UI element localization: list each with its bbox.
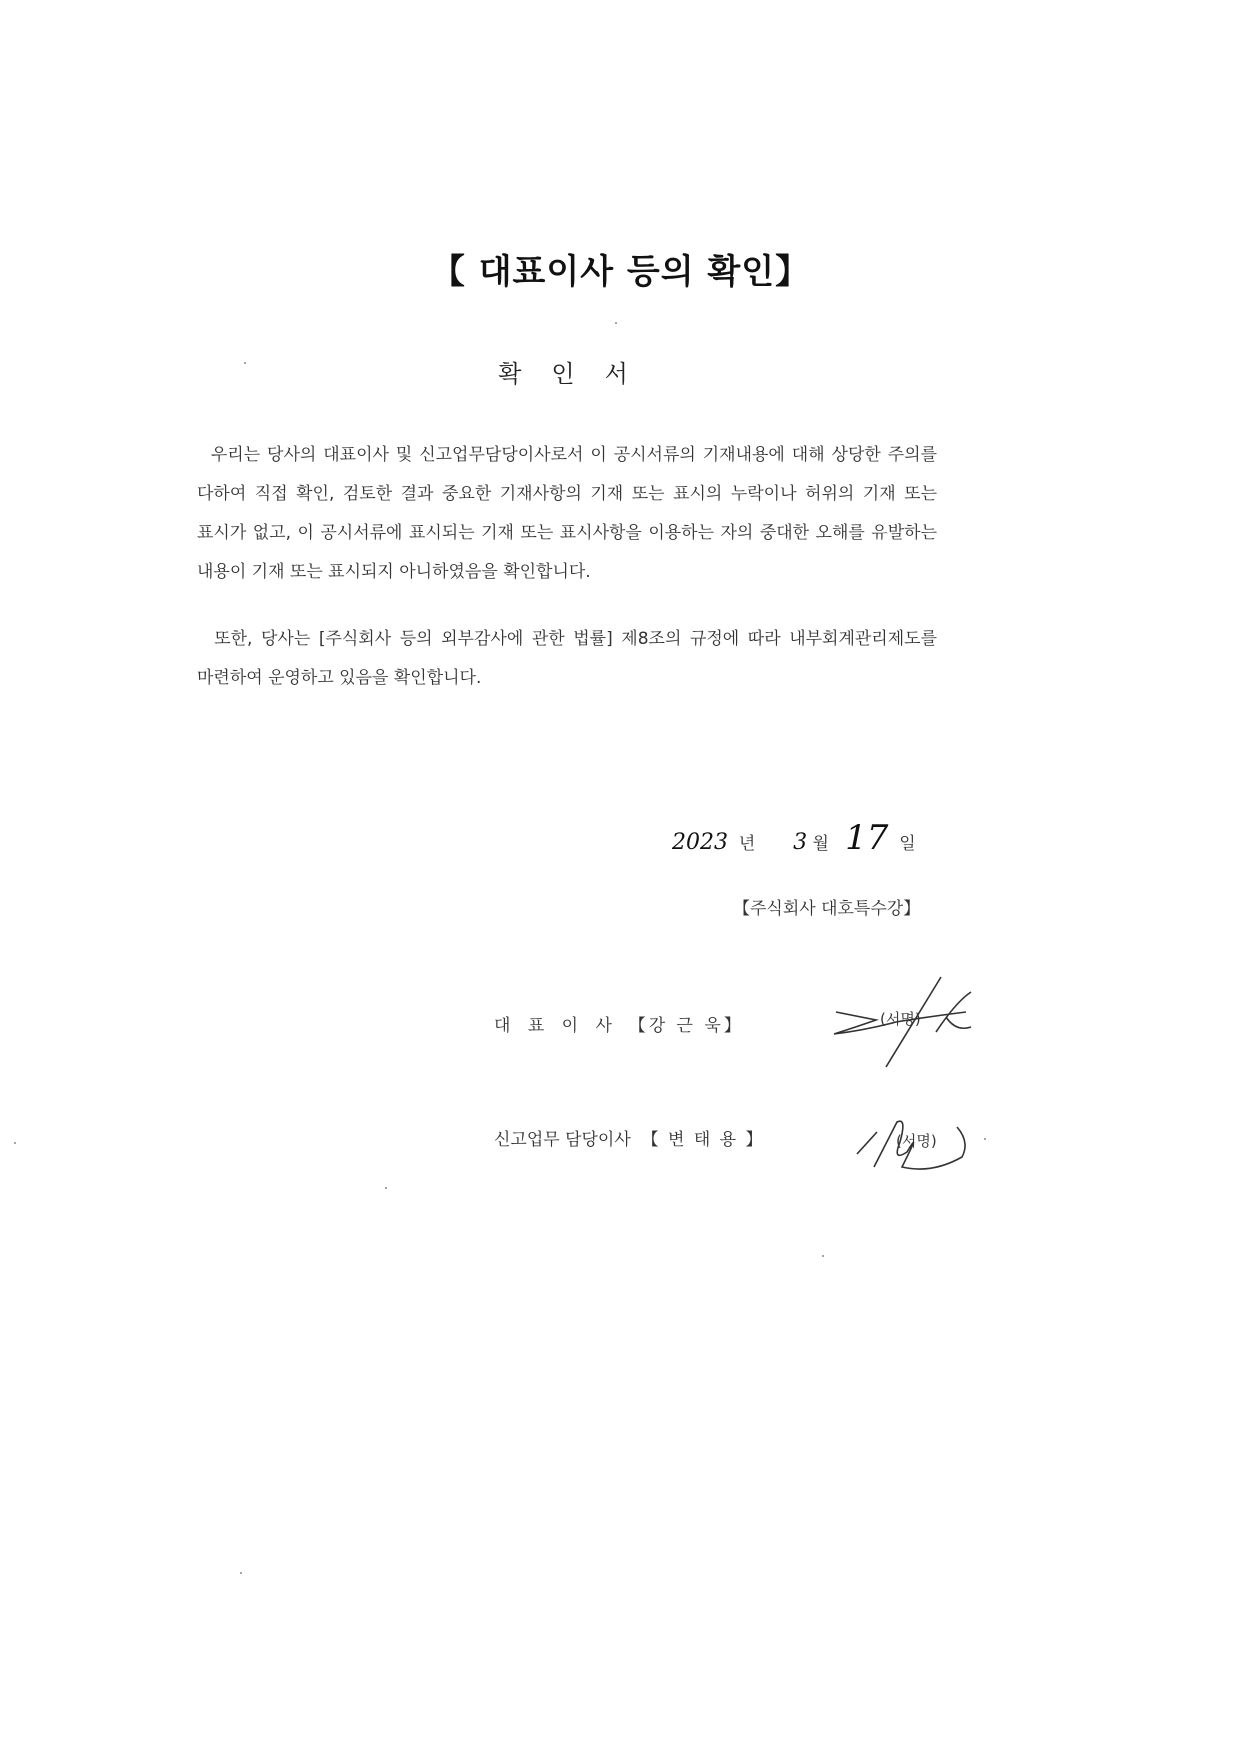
- date-year: 2023: [672, 830, 728, 855]
- paragraph-text: 또한, 당사는 [주식회사 등의 외부감사에 관한 법률] 제8조의 규정에 따라 내부회계관리제도를 마련하여 운영하고 있음을 확인합니다.: [197, 629, 937, 688]
- signature-ceo: [826, 972, 976, 1076]
- signing-date: [672, 818, 916, 858]
- scan-speck: [385, 1187, 387, 1189]
- scan-speck: [822, 1255, 824, 1257]
- document-body: [197, 436, 937, 698]
- date-month-unit: 월: [812, 834, 829, 854]
- scan-speck: [615, 322, 617, 324]
- signature-seal-label: (서명): [880, 1010, 921, 1028]
- signature-disclosure-officer: [852, 1112, 992, 1176]
- internal-control-paragraph: [197, 620, 937, 698]
- date-day: 17: [845, 818, 889, 858]
- document-subtitle: 확인서: [498, 360, 658, 388]
- date-month: 3: [793, 830, 808, 855]
- signatory-name: 【강 근 욱】: [628, 1016, 744, 1036]
- scan-speck: [984, 1138, 986, 1140]
- signatory-role: 대 표 이 사: [494, 1016, 618, 1036]
- confirmation-paragraph: [197, 436, 937, 592]
- document-title: 【 대표이사 등의 확인】: [430, 252, 811, 292]
- date-day-unit: 일: [899, 834, 916, 854]
- signature-seal-label: (서명): [896, 1132, 937, 1150]
- signatory-name: 【 변 태 용 】: [641, 1130, 765, 1150]
- signatory-role: 신고업무 담당이사: [494, 1130, 631, 1150]
- scan-speck: [14, 1142, 16, 1144]
- signatory-disclosure-officer: [494, 1125, 764, 1150]
- scan-speck: [240, 1572, 242, 1574]
- company-name: 【주식회사 대호특수강】: [733, 899, 921, 919]
- paragraph-text: 우리는 당사의 대표이사 및 신고업무담당이사로서 이 공시서류의 기재내용에 대해 상당한 주의를 다하여 직접 확인, 검토한 결과 중요한 기재사항의 기재 또는 표시의 누락이나 허위의 기재 또는 표시가 없고, 이 공시서류에 표시되는 기재 또는 표시사항을 이용하는 자의 중대한 오해를 유발하는 내용이 기재 또는 표시되지 아니하였음을 확인합니다.: [197, 445, 937, 582]
- signatory-ceo: [494, 1011, 744, 1036]
- scan-speck: [244, 362, 246, 364]
- date-year-unit: 년: [738, 834, 756, 854]
